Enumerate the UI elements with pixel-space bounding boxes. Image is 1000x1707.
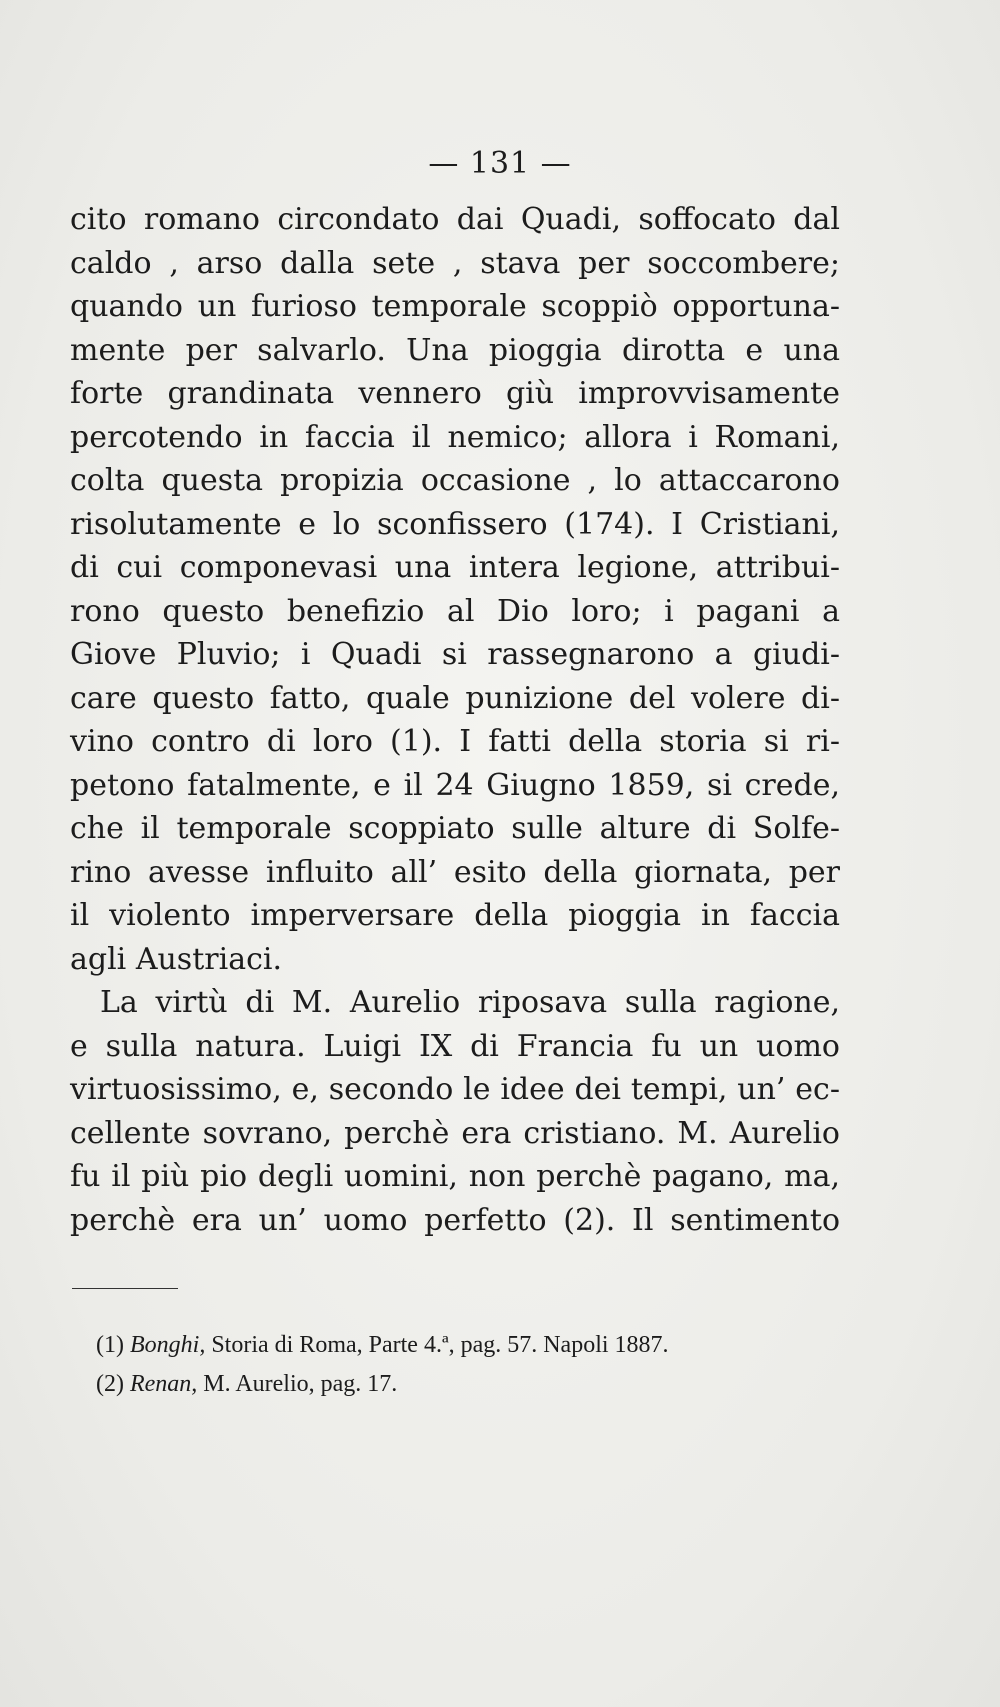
text-line: colta questa propizia occasione , lo attaccarono [70,463,840,498]
text-line: risolutamente e lo sconfissero (174). I Cristiani, [70,506,840,542]
text-line: quando un furioso temporale scoppiò opportuna- [70,289,840,324]
text-line: perchè era un’ uomo perfetto (2). Il sentimento [70,1202,840,1238]
text-line: La virtù di M. Aurelio riposava sulla ragione, [100,985,840,1020]
text-line: forte grandinata vennero giù improvvisamente [70,376,840,411]
footnote-author: Renan, [129,1371,198,1397]
text-line: e sulla natura. Luigi IX di Francia fu un uomo [70,1028,840,1064]
text-line: rino avesse influito all’ esito della giornata, per [70,854,840,890]
body-text [70,198,840,1242]
text-line: mente per salvarlo. Una pioggia dirotta e una [70,332,840,368]
text-line: care questo fatto, quale punizione del volere di- [70,680,840,716]
text-line: agli Austriaci. [70,941,283,977]
text-line: caldo , arso dalla sete , stava per soccombere; [70,245,840,281]
text-line: percotendo in faccia il nemico; allora i Romani, [70,419,840,455]
footnote [96,1365,796,1404]
text-line: vino contro di loro (1). I fatti della storia si ri- [70,724,840,759]
text-line: rono questo benefizio al Dio loro; i pagani a [70,593,840,629]
footnote-text: Storia di Roma, Parte 4.ª, pag. 57. Napoli 1887. [205,1332,669,1358]
footnote-number: (2) [96,1371,124,1397]
footnote-number: (1) [96,1332,124,1358]
footnote-divider [72,1288,178,1289]
footnote [96,1326,796,1365]
text-line: cellente sovrano, perchè era cristiano. M. Aurelio [70,1115,840,1151]
footnotes [96,1326,796,1404]
text-line: che il temporale scoppiato sulle alture di Solfe- [70,811,840,846]
text-line: cito romano circondato dai Quadi, soffocato dal [70,202,840,237]
text-line: petono fatalmente, e il 24 Giugno 1859, si crede, [70,767,840,803]
footnote-text: M. Aurelio, pag. 17. [197,1371,398,1397]
text-line: virtuosissimo, e, secondo le idee dei tempi, un’ ec- [70,1072,840,1107]
text-line: fu il più pio degli uomini, non perchè pagano, ma, [70,1159,840,1194]
footnote-author: Bonghi, [129,1332,206,1358]
text-line: di cui componevasi una intera legione, attribui- [70,550,840,585]
text-line: il violento imperversare della pioggia in faccia [70,898,840,933]
page-number: — 131 — [428,146,572,181]
text-line: Giove Pluvio; i Quadi si rassegnarono a giudi- [70,637,840,672]
